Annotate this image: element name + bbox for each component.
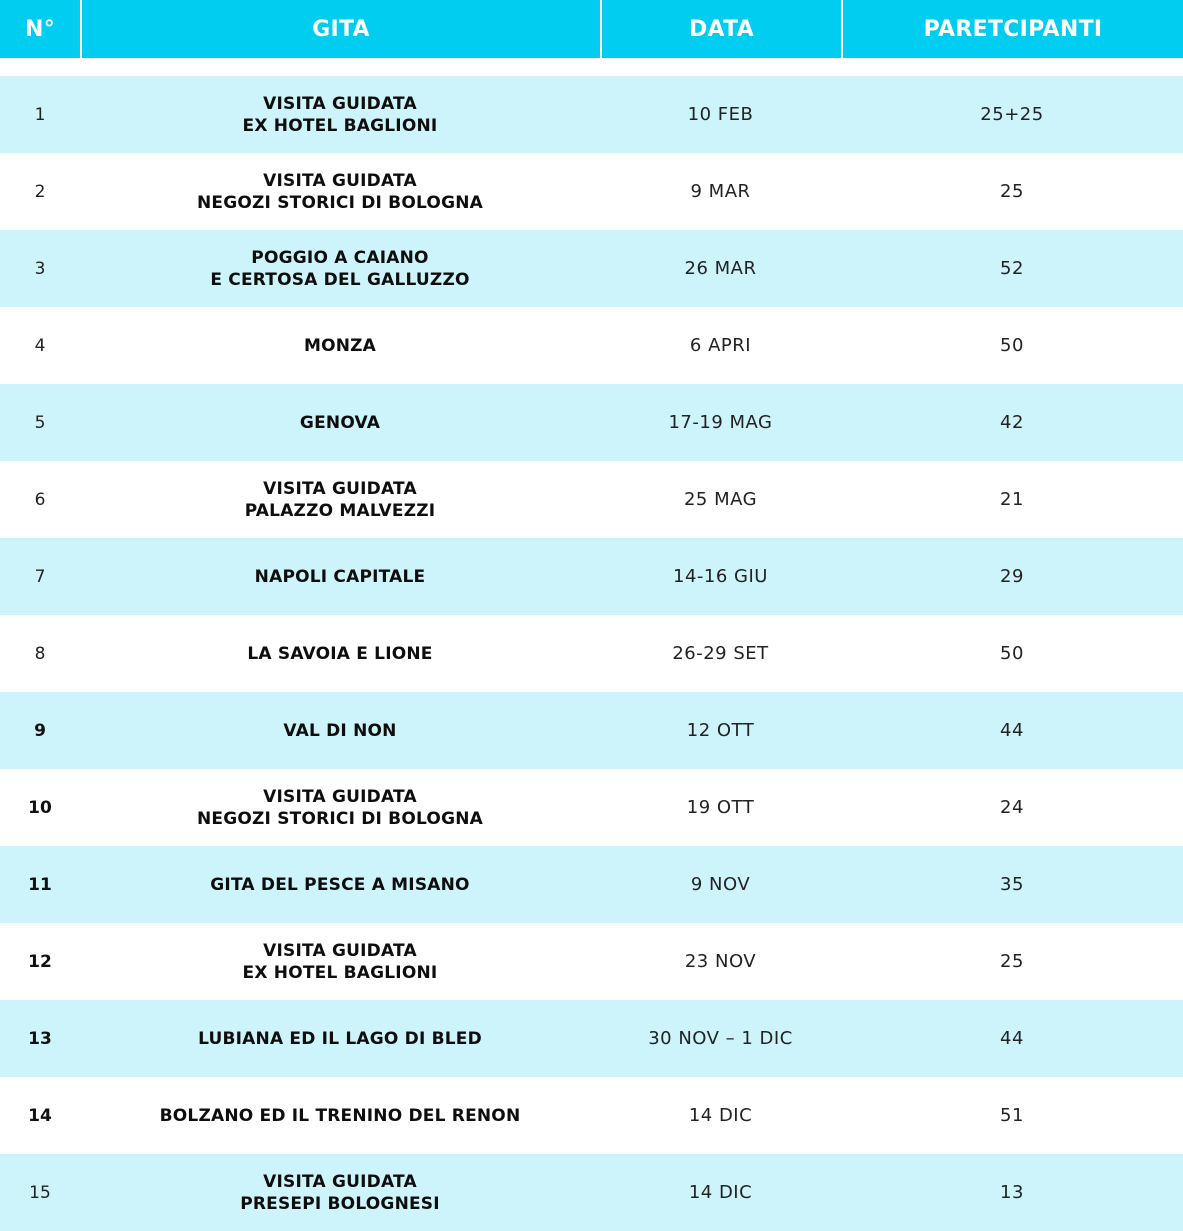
table-row bbox=[0, 538, 1183, 615]
row-number: 3 bbox=[34, 258, 46, 279]
trip-line: EX HOTEL BAGLIONI bbox=[242, 115, 438, 136]
row-date: 19 OTT bbox=[686, 797, 755, 818]
table-row bbox=[0, 307, 1183, 384]
row-date: 14 DIC bbox=[688, 1105, 753, 1126]
row-trip bbox=[80, 230, 600, 307]
row-trip bbox=[80, 384, 600, 461]
header-spacer bbox=[0, 58, 1183, 76]
table-header bbox=[0, 0, 1183, 58]
row-trip bbox=[80, 76, 600, 153]
trip-line: VISITA GUIDATA bbox=[263, 940, 417, 961]
table-row bbox=[0, 615, 1183, 692]
row-number: 7 bbox=[34, 566, 46, 587]
row-number: 14 bbox=[28, 1105, 52, 1126]
row-number: 6 bbox=[34, 489, 46, 510]
row-number: 2 bbox=[34, 181, 46, 202]
header-date: DATA bbox=[600, 0, 841, 58]
trip-line: POGGIO A CAIANO bbox=[251, 247, 429, 268]
row-trip bbox=[80, 923, 600, 1000]
row-date: 25 MAG bbox=[683, 489, 758, 510]
row-date: 9 MAR bbox=[690, 181, 751, 202]
trip-line: LA SAVOIA E LIONE bbox=[247, 643, 433, 664]
trip-line: VISITA GUIDATA bbox=[263, 478, 417, 499]
table-row bbox=[0, 1154, 1183, 1231]
trip-line: PALAZZO MALVEZZI bbox=[244, 500, 436, 521]
trip-line: VISITA GUIDATA bbox=[263, 786, 417, 807]
row-trip bbox=[80, 615, 600, 692]
trip-line: VAL DI NON bbox=[283, 720, 397, 741]
header-number: N° bbox=[24, 16, 55, 42]
row-date: 12 OTT bbox=[686, 720, 755, 741]
row-participants: 50 bbox=[1000, 335, 1024, 356]
table-row bbox=[0, 153, 1183, 230]
table-row bbox=[0, 461, 1183, 538]
row-trip bbox=[80, 538, 600, 615]
trip-line: EX HOTEL BAGLIONI bbox=[242, 962, 438, 983]
table-row bbox=[0, 692, 1183, 769]
row-date: 14-16 GIU bbox=[673, 566, 768, 587]
row-number: 15 bbox=[29, 1182, 51, 1203]
row-participants: 13 bbox=[1000, 1182, 1024, 1203]
trip-line: BOLZANO ED IL TRENINO DEL RENON bbox=[159, 1105, 521, 1126]
trip-line: NAPOLI CAPITALE bbox=[254, 566, 426, 587]
row-trip bbox=[80, 846, 600, 923]
table-row bbox=[0, 846, 1183, 923]
table-body bbox=[0, 76, 1183, 1231]
row-participants: 24 bbox=[1000, 797, 1024, 818]
row-trip bbox=[80, 692, 600, 769]
row-number: 11 bbox=[28, 874, 52, 895]
table-row bbox=[0, 1000, 1183, 1077]
trip-line: MONZA bbox=[303, 335, 377, 356]
trip-line: VISITA GUIDATA bbox=[263, 1171, 417, 1192]
row-number: 5 bbox=[34, 412, 46, 433]
table-row bbox=[0, 76, 1183, 153]
trip-line: LUBIANA ED IL LAGO DI BLED bbox=[198, 1028, 482, 1049]
row-participants: 51 bbox=[1000, 1105, 1024, 1126]
row-trip bbox=[80, 769, 600, 846]
row-number: 1 bbox=[34, 104, 46, 125]
row-number: 13 bbox=[28, 1028, 52, 1049]
trip-line: VISITA GUIDATA bbox=[263, 170, 417, 191]
row-participants: 42 bbox=[1000, 412, 1024, 433]
row-date: 30 NOV – 1 DIC bbox=[648, 1028, 793, 1049]
row-participants: 29 bbox=[1000, 566, 1024, 587]
header-participants: PARETCIPANTI bbox=[841, 0, 1183, 58]
row-trip bbox=[80, 461, 600, 538]
row-date: 23 NOV bbox=[684, 951, 757, 972]
trip-line: NEGOZI STORICI DI BOLOGNA bbox=[196, 192, 484, 213]
row-date: 14 DIC bbox=[688, 1182, 753, 1203]
row-trip bbox=[80, 1154, 600, 1231]
row-trip bbox=[80, 307, 600, 384]
table-row bbox=[0, 384, 1183, 461]
row-number: 8 bbox=[34, 643, 46, 664]
row-trip bbox=[80, 1000, 600, 1077]
table-row bbox=[0, 923, 1183, 1000]
row-date: 9 NOV bbox=[690, 874, 751, 895]
trip-line: PRESEPI BOLOGNESI bbox=[240, 1193, 440, 1214]
row-participants: 52 bbox=[1000, 258, 1024, 279]
row-number: 4 bbox=[34, 335, 46, 356]
row-participants: 35 bbox=[1000, 874, 1024, 895]
row-number: 10 bbox=[28, 797, 52, 818]
row-date: 17-19 MAG bbox=[668, 412, 773, 433]
trip-line: VISITA GUIDATA bbox=[263, 93, 417, 114]
table-row bbox=[0, 230, 1183, 307]
row-date: 10 FEB bbox=[687, 104, 754, 125]
trip-line: NEGOZI STORICI DI BOLOGNA bbox=[196, 808, 484, 829]
table-row bbox=[0, 1077, 1183, 1154]
row-date: 26 MAR bbox=[684, 258, 757, 279]
row-participants: 44 bbox=[1000, 720, 1024, 741]
header-trip: GITA bbox=[80, 0, 600, 58]
trip-line: E CERTOSA DEL GALLUZZO bbox=[210, 269, 470, 290]
row-number: 12 bbox=[28, 951, 52, 972]
row-number: 9 bbox=[34, 720, 46, 741]
table-row bbox=[0, 769, 1183, 846]
row-date: 6 APRI bbox=[689, 335, 752, 356]
row-participants: 21 bbox=[1000, 489, 1024, 510]
row-participants: 25 bbox=[1000, 951, 1024, 972]
row-participants: 50 bbox=[1000, 643, 1024, 664]
row-trip bbox=[80, 153, 600, 230]
row-trip bbox=[80, 1077, 600, 1154]
trip-line: GENOVA bbox=[299, 412, 381, 433]
trip-line: GITA DEL PESCE A MISANO bbox=[210, 874, 470, 895]
row-participants: 25 bbox=[1000, 181, 1024, 202]
row-participants: 44 bbox=[1000, 1028, 1024, 1049]
row-participants: 25+25 bbox=[980, 104, 1044, 125]
row-date: 26-29 SET bbox=[672, 643, 769, 664]
